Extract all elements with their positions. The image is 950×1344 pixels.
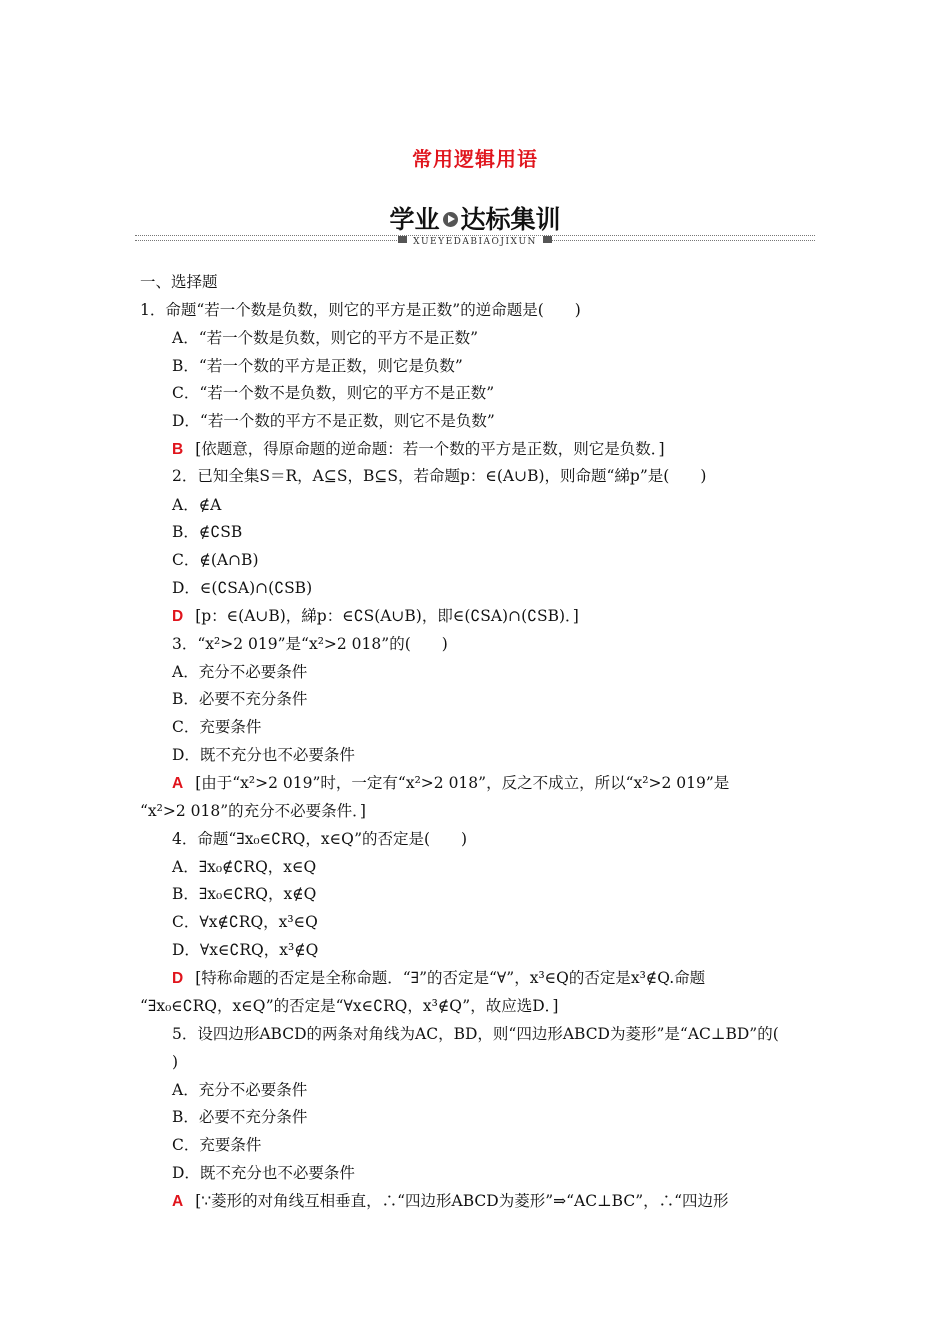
- answer-line: [172, 1191, 729, 1212]
- text-line: [172, 578, 312, 598]
- text-line: [172, 745, 355, 765]
- answer-line: [172, 968, 705, 989]
- answer-letter: D: [172, 608, 184, 625]
- line-text: ): [172, 1053, 179, 1071]
- line-text: A．∉A: [172, 496, 222, 514]
- line-text: D．∀x∈∁RQ，x³∉Q: [172, 941, 319, 959]
- text-line: [172, 1080, 307, 1100]
- answer-line: [172, 773, 729, 794]
- banner-subtitle-text: XUEYEDABIAOJIXUN: [407, 237, 543, 247]
- line-text: 1．命题“若一个数是负数，则它的平方是正数”的逆命题是( ): [140, 301, 581, 319]
- document-title: 常用逻辑用语: [412, 147, 538, 171]
- line-text: 2．已知全集S＝R，A⊆S，B⊆S，若命题p：∈(A∪B)，则命题“綈p”是( ): [172, 467, 707, 485]
- line-text: B．必要不充分条件: [172, 1108, 308, 1126]
- text-line: [172, 495, 221, 515]
- answer-line: [172, 439, 665, 460]
- line-text: A．“若一个数是负数，则它的平方不是正数”: [172, 329, 479, 347]
- text-line: [172, 1107, 307, 1127]
- text-line: [172, 522, 242, 542]
- text-line: [140, 801, 366, 821]
- banner-text-right: 达标集训: [460, 205, 561, 234]
- line-text: “∃x₀∈∁RQ，x∈Q”的否定是“∀x∈∁RQ，x³∉Q”，故应选D．]: [140, 997, 559, 1015]
- answer-letter: A: [172, 775, 184, 792]
- text-line: [172, 1052, 178, 1072]
- line-text: A．充分不必要条件: [172, 1081, 308, 1099]
- text-line: [172, 884, 316, 904]
- arrow-right-icon: [443, 212, 458, 227]
- line-text: B．“若一个数的平方是正数，则它是负数”: [172, 357, 463, 375]
- line-text: C．∉(A∩B): [172, 551, 259, 569]
- line-text: B．∉∁SB: [172, 523, 243, 541]
- answer-letter: D: [172, 970, 184, 987]
- banner-divider: [135, 235, 815, 241]
- text-line: [172, 912, 318, 932]
- text-line: [172, 689, 307, 709]
- answer-line: [172, 606, 579, 627]
- text-line: [172, 634, 448, 654]
- line-text: 3．“x²>2 019”是“x²>2 018”的( ): [172, 635, 448, 653]
- line-text: 5．设四边形ABCD的两条对角线为AC，BD，则“四边形ABCD为菱形”是“AC⊥BD”的(: [172, 1025, 779, 1043]
- text-line: [172, 328, 478, 348]
- text-line: [172, 829, 467, 849]
- banner-text-left: 学业: [389, 205, 440, 234]
- text-line: [140, 300, 581, 320]
- line-text: 4．命题“∃x₀∈∁RQ，x∈Q”的否定是( ): [172, 830, 468, 848]
- line-text: [由于“x²>2 019”时，一定有“x²>2 018”，反之不成立，所以“x²>2 019”是: [195, 774, 730, 792]
- text-line: [172, 1135, 261, 1155]
- text-line: [172, 466, 706, 486]
- line-text: [依题意，得原命题的逆命题：若一个数的平方是正数，则它是负数．]: [195, 440, 665, 458]
- line-text: C．∀x∉∁RQ，x³∈Q: [172, 913, 318, 931]
- line-text: D．“若一个数的平方不是正数，则它不是负数”: [172, 412, 495, 430]
- line-text: 一、选择题: [140, 273, 218, 291]
- line-text: B．∃x₀∈∁RQ，x∉Q: [172, 885, 317, 903]
- line-text: [特称命题的否定是全称命题．“∃”的否定是“∀”，x³∈Q的否定是x³∉Q.命题: [195, 969, 706, 987]
- line-text: C．“若一个数不是负数，则它的平方不是正数”: [172, 384, 495, 402]
- text-line: [172, 411, 495, 431]
- line-text: A．充分不必要条件: [172, 663, 308, 681]
- text-line: [172, 356, 463, 376]
- answer-letter: B: [172, 441, 184, 458]
- section-banner: [0, 200, 950, 236]
- text-line: [172, 550, 259, 570]
- answer-letter: A: [172, 1193, 184, 1210]
- text-line: [172, 1024, 779, 1044]
- text-line: [172, 940, 318, 960]
- text-line: [172, 1163, 355, 1183]
- text-line: [172, 717, 261, 737]
- line-text: [p：∈(A∪B)，綈p：∈∁S(A∪B)，即∈(∁SA)∩(∁SB)．]: [195, 607, 579, 625]
- line-text: C．充要条件: [172, 718, 262, 736]
- section-heading: [140, 272, 218, 292]
- line-text: A．∃x₀∉∁RQ，x∈Q: [172, 858, 317, 876]
- text-line: [172, 662, 307, 682]
- text-line: [172, 857, 316, 877]
- text-line: [140, 996, 558, 1016]
- line-text: C．充要条件: [172, 1136, 262, 1154]
- line-text: “x²>2 018”的充分不必要条件．]: [140, 802, 366, 820]
- line-text: D．既不充分也不必要条件: [172, 1164, 355, 1182]
- text-line: [172, 383, 494, 403]
- line-text: D．∈(∁SA)∩(∁SB): [172, 579, 313, 597]
- line-text: B．必要不充分条件: [172, 690, 308, 708]
- line-text: [∵菱形的对角线互相垂直，∴“四边形ABCD为菱形”⇒“AC⊥BC”，∴“四边形: [195, 1192, 729, 1210]
- line-text: D．既不充分也不必要条件: [172, 746, 355, 764]
